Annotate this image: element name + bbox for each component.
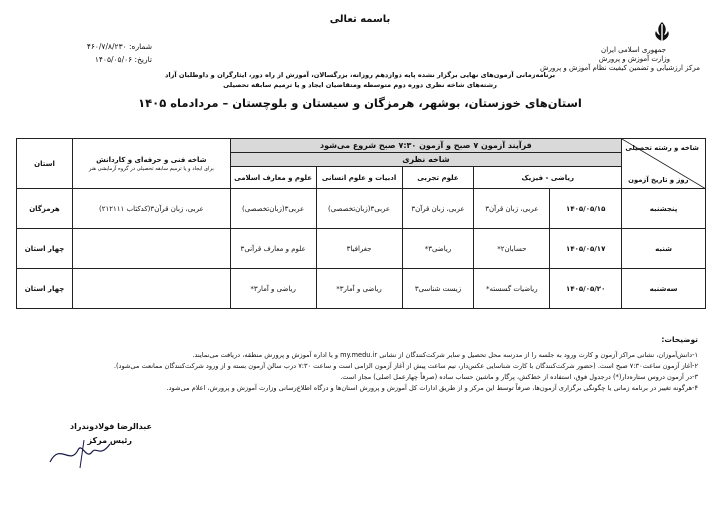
corner-branch-label: شاخه و رشته تحصیلی (625, 144, 699, 152)
ministry-line-country: جمهوری اسلامی ایران (601, 46, 666, 54)
note-item: ۳-در آزمون دروس ستاره‌دار(*) درجدول فوق، استفاده از خط‌کش، پرگار و ماشین حساب ساده (صرفاً چهارعمل اصلی) مجاز است. (340, 373, 698, 381)
letter-date (22, 53, 152, 66)
letter-number-label: شماره: (129, 42, 152, 51)
row-cell-math: عربی، زبان قرآن۳ (474, 189, 550, 229)
ministry-line-center: مرکز ارزشیابی و تضمین کیفیت نظام آموزش و پرورش (540, 64, 700, 72)
row-cell-experimental: عربی، زبان قرآن۳ (402, 189, 474, 229)
row-cell-islamic: ریاضی و آمار۳* (230, 269, 316, 309)
column-header-experimental: علوم تجربی (402, 167, 474, 189)
row-cell-tech (72, 269, 230, 309)
handwritten-signature (40, 432, 120, 472)
table-corner-cell (622, 139, 706, 189)
table-row (17, 229, 706, 269)
document-headline: استان‌های خوزستان، بوشهر، هرمزگان و سیستان و بلوچستان – مردادماه ۱۴۰۵ (138, 96, 582, 110)
row-date: ۱۴۰۵/۰۵/۲۰ (550, 269, 622, 309)
corner-date-label: روز و تاریخ آزمون (628, 176, 689, 184)
subtitle-line-1: برنامه‌زمانی آزمون‌های نهایی برگزار نشده پایه دوازدهم روزانه، بزرگسالان، آموزش از راه دور، ایثارگران و داوطلبان آزاد (164, 71, 556, 79)
row-cell-experimental: زیست شناسی۳ (402, 269, 474, 309)
row-province: چهار استان (17, 269, 73, 309)
letter-number (22, 40, 152, 53)
row-cell-islamic: عربی۳(زبان‌تخصصی) (230, 189, 316, 229)
subtitle-line-2: رشته‌های شاخه نظری دوره دوم متوسطه ومتقاضیان ایجاد و یا ترمیم سابقه تحصیلی (223, 81, 497, 89)
letter-number-value: ۴۶۰/۷/۸/۲۳۰ (86, 42, 127, 51)
document-subtitle (150, 70, 570, 90)
signer-role: رئیس مرکز (87, 436, 132, 445)
row-cell-tech (72, 229, 230, 269)
tech-branch-note: برای ایجاد و یا ترمیم سابقه تحصیلی در گروه آزمایشی هنر (88, 165, 214, 172)
row-province: هرمزگان (17, 189, 73, 229)
row-cell-humanities: ریاضی و آمار۳* (316, 269, 402, 309)
tech-branch-header (72, 139, 230, 189)
note-item: ۴-هرگونه تغییر در برنامه زمانی یا چگونگی برگزاری آزمون‌ها، صرفاً توسط این مرکز و از طریق ادارات کل آموزش و پرورش استان‌ها و درگاه اطلاع‌رسانی وزارت آموزش و پرورش، اعلام می‌شود. (166, 384, 698, 392)
table-row (17, 269, 706, 309)
bismillah: باسمه تعالی (329, 14, 391, 25)
column-header-humanities: ادبیات و علوم انسانی (316, 167, 402, 189)
note-item: ۲-آغاز آزمون ساعت۷:۳۰ صبح است. (حضور شرکت‌کنندگان با کارت شناسایی عکس‌دار، نیم ساعت پیش از آغاز آزمون الزامی است و ساعت ۷:۳۰ درب سالن آزمون بسته و از ورود شرکت‌کنندگان ممانعت می‌شود). (113, 362, 698, 370)
row-day: شنبه (622, 229, 706, 269)
row-cell-math: حسابان۲* (474, 229, 550, 269)
row-cell-humanities: جغرافیا۳ (316, 229, 402, 269)
iran-emblem-icon (648, 20, 676, 44)
letter-meta (22, 40, 152, 66)
row-province: چهار استان (17, 229, 73, 269)
note-item: ۱-دانش‌آموزان، نشانی مراکز آزمون و کارت ورود به جلسه را از مدرسه محل تحصیل و سایر شرکت‌کنندگان از نشانی my.medu.ir و یا اداره آموزش و پرورش منطقه، دریافت می‌نمایند. (192, 351, 698, 359)
row-cell-islamic: علوم و معارف قرآنی۳ (230, 229, 316, 269)
process-title: فرآیند آزمون ۷ صبح و آزمون ۷:۳۰ صبح شروع می‌شود (230, 139, 622, 153)
ministry-line-ministry: وزارت آموزش و پرورش (598, 55, 670, 63)
column-header-math: ریاضی - فیزیک (474, 167, 622, 189)
signer-name: عبدالرضا فولادوندراد (70, 422, 152, 431)
row-cell-experimental: ریاضی۳* (402, 229, 474, 269)
column-header-islamic: علوم و معارف اسلامی (230, 167, 316, 189)
row-cell-tech: عربی، زبان قرآن۳(کدکتاب ۲۱۲۱۱۱) (72, 189, 230, 229)
ministry-block (510, 46, 700, 73)
theory-branch-header: شاخه نظری (230, 153, 622, 167)
table-row (17, 189, 706, 229)
notes-title: توضیحات: (661, 335, 698, 344)
row-date: ۱۴۰۵/۰۵/۱۵ (550, 189, 622, 229)
letter-date-value: ۱۴۰۵/۰۵/۰۶ (94, 55, 133, 64)
exam-schedule-table (16, 138, 706, 309)
row-day: سه‌شنبه (622, 269, 706, 309)
province-header: استان (17, 139, 73, 189)
letter-date-label: تاریخ: (134, 55, 152, 64)
notes-list (18, 350, 698, 394)
row-cell-math: ریاضیات گسسته* (474, 269, 550, 309)
row-date: ۱۴۰۵/۰۵/۱۷ (550, 229, 622, 269)
row-day: پنجشنبه (622, 189, 706, 229)
row-cell-humanities: عربی۳(زبان‌تخصصی) (316, 189, 402, 229)
tech-branch-label: شاخه فنی و حرفه‌ای و کاردانش (96, 155, 207, 164)
